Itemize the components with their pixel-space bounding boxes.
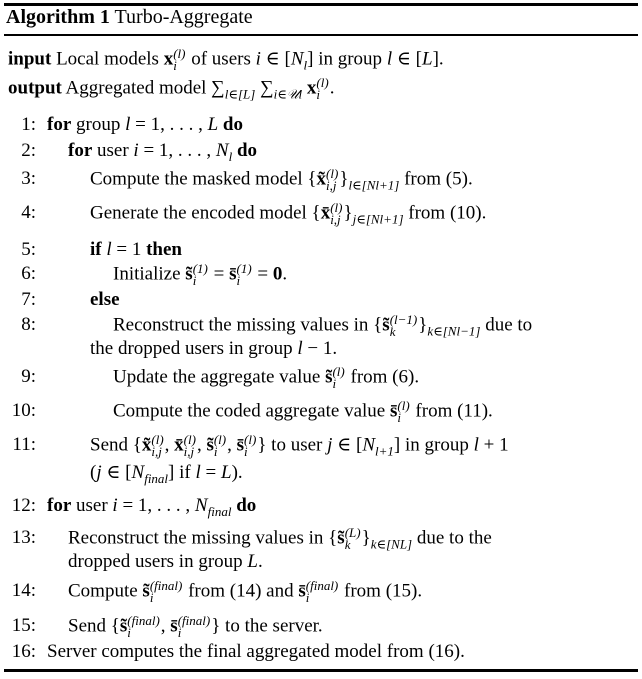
text: } to the server. [211,615,323,637]
text: due to [480,314,533,336]
superscript: (l) [173,46,186,61]
algorithm-line-7 [21,289,120,311]
subscript: i [397,410,402,425]
line-number: 6: [21,263,36,284]
keyword: else [90,289,120,310]
line-number: 12: [11,495,36,516]
algorithm-line-continuation [68,551,263,573]
algorithm-line-2 [21,140,258,168]
math-vector: s̃ [337,527,345,549]
subscript: i [192,273,197,288]
text: } [339,168,349,190]
text: ∈ [ [332,434,363,456]
algorithm-line-9 [21,364,420,391]
math-script [150,580,183,604]
math-vector: s̃ [206,434,214,456]
algorithm-line-5 [21,239,183,261]
algorithm-input [8,48,444,76]
text: } to user [257,434,328,456]
subscript: l [303,57,308,73]
math-vector: s̄ [298,580,306,602]
text: . [282,263,288,285]
line-number: 16: [11,641,36,662]
line-number: 3: [21,168,36,189]
text: = 1, . . . , [117,495,195,516]
text: Compute the masked model { [90,168,317,190]
text: } [343,202,353,224]
text: } [418,314,428,336]
algorithm-line-16 [11,641,465,663]
text: user [92,140,134,161]
math-script [332,366,344,390]
math-variable: l [195,462,201,483]
keyword: for [47,114,72,135]
math-script [390,314,418,338]
math-variable: j [96,462,102,483]
subscript: i [177,625,182,640]
subscript: k [389,324,396,339]
line-number: 5: [21,239,36,260]
text: . [329,77,335,99]
text: Reconstruct the missing values in { [113,314,383,336]
math-script [236,263,251,287]
math-script [397,400,409,424]
line-number: 7: [21,289,36,310]
subscript: i∈𝒰l [273,86,303,102]
subscript: final [207,504,232,519]
text: ] in group [307,48,387,70]
text: Reconstruct the missing values in { [68,527,338,549]
text: user [71,495,113,516]
text: , [227,434,237,456]
math-script [306,580,339,604]
math-script [193,263,208,287]
algorithm-name: Turbo-Aggregate [114,6,253,28]
math-variable: L [422,48,433,70]
superscript: (final) [177,613,211,628]
math-vector: x [302,77,317,99]
superscript: (l) [330,200,343,215]
superscript: (l) [316,75,329,90]
subscript: i [149,590,154,605]
math-variable: i [255,48,261,70]
keyword: 0 [272,263,283,285]
math-variable: N [131,462,145,483]
subscript: i [316,87,321,102]
superscript: (final) [305,578,339,593]
subscript: i [213,444,218,459]
math-script [173,48,185,72]
math-script [316,77,328,101]
subscript: i,j [183,444,195,459]
text: = [208,263,230,285]
text: due to the [412,527,492,549]
math-vector: s̃ [142,580,150,602]
subscript: i [332,376,337,391]
subscript: l∈[L] [224,86,256,102]
text: ). [231,462,243,483]
line-number: 11: [12,434,36,455]
math-vector: x̃ [141,434,152,456]
text: Compute [68,580,143,602]
text: ∈ [ [392,48,422,70]
subscript: j∈[Nl+1] [352,211,404,227]
math-variable: N [215,140,229,161]
text: Compute the coded aggregate value [113,400,390,422]
keyword: if [90,239,102,260]
keyword: for [47,495,72,516]
line-number: 13: [11,527,36,548]
text: from (6). [345,366,420,388]
text: Aggregated model ∑ [61,77,225,99]
algorithm-line-6 [21,261,288,288]
line-number: 1: [21,114,36,135]
text: = 1, . . . , [138,140,216,161]
text: ∑ [255,77,274,99]
math-script [214,434,226,458]
math-script [151,434,163,458]
superscript: (L) [344,525,361,540]
algorithm-line-1 [21,114,243,136]
text: group [71,114,126,135]
superscript: (l) [244,432,257,447]
math-vector: s̄ [170,615,178,637]
subscript: k∈[Nl−1] [427,323,481,339]
text: ∈ [ [260,48,291,70]
bottom-rule [4,669,638,672]
math-vector: x [163,48,174,70]
math-script [178,615,211,639]
math-variable: l [473,434,479,456]
math-variable: L [207,114,219,135]
text: ∈ [ [101,462,132,483]
text: Send { [90,434,142,456]
algorithm-label: Algorithm 1 [6,6,110,28]
math-variable: i [112,495,118,516]
subscript: l+1 [375,443,394,459]
keyword: then [146,239,183,260]
line-number: 15: [11,615,36,636]
algorithm-line-11 [12,432,509,462]
subscript: i,j [330,212,341,227]
math-vector: s̃ [185,263,193,285]
text: ( [90,462,97,483]
text: from (11). [410,400,493,422]
text: ] if [168,462,196,483]
subscript: l∈[Nl+1] [348,177,400,193]
algorithm-line-10 [11,398,493,425]
text: = 1 [111,239,147,260]
algorithm-line-12 [11,495,257,523]
math-script [326,168,338,192]
math-script [345,527,361,551]
subscript: i [173,58,177,73]
superscript: (l) [151,432,164,447]
superscript: (l) [213,432,227,447]
math-vector: x̄ [320,202,331,224]
text: ]. [432,48,444,70]
algorithm-line-3 [21,166,473,196]
text: Initialize [113,263,186,285]
math-vector: x̄ [174,434,184,456]
subscript: i [305,590,310,605]
text: Local models [51,48,164,70]
superscript: (l) [183,432,196,447]
text: Server computes the final aggregated model from (16). [47,641,465,662]
algorithm-line-continuation [90,338,337,360]
algorithm-line-4 [21,200,487,230]
text: . [258,551,263,572]
keyword: do [231,495,257,516]
text: dropped users in group [68,551,248,572]
keyword: do [232,140,258,161]
line-number: 14: [11,580,36,601]
superscript: (1) [236,261,252,276]
subscript: final [144,471,169,486]
keyword: do [218,114,243,135]
superscript: (final) [127,613,160,628]
text: from (15). [339,580,423,602]
text: , [160,615,171,637]
line-number: 8: [21,314,36,335]
subscript: i [127,625,131,640]
math-script [330,202,342,226]
math-script [184,434,196,458]
math-script [244,434,256,458]
text: , [196,434,207,456]
math-vector: s̄ [389,400,398,422]
text: − 1. [302,338,338,359]
subscript: k [344,537,351,552]
subscript: i [244,444,248,459]
math-variable: l [297,338,303,359]
algorithm-output [8,77,334,105]
text: from (10). [403,202,487,224]
math-variable: j [327,434,333,456]
math-variable: N [362,434,375,456]
superscript: (1) [192,261,208,276]
text: Send { [68,615,120,637]
superscript: (l) [326,166,339,181]
text: = [200,462,221,483]
math-variable: L [247,551,258,572]
keyword: input [8,48,52,70]
text: = [252,263,273,285]
line-number: 2: [21,140,36,161]
keyword: for [68,140,93,161]
subscript: i [236,273,241,288]
math-vector: s̃ [382,314,390,336]
text: Generate the encoded model { [90,202,321,224]
math-vector: s̄ [229,263,237,285]
algorithm-line-14 [11,578,423,605]
text: of users [186,48,256,70]
superscript: (final) [149,578,183,593]
math-vector: s̃ [325,366,333,388]
math-variable: l [386,48,393,70]
text: + 1 [478,434,509,456]
superscript: (l) [397,398,410,413]
math-vector: x̃ [316,168,327,190]
math-script [127,615,160,639]
line-number: 10: [11,400,36,421]
math-variable: l [101,239,112,260]
line-number: 9: [21,366,36,387]
math-variable: i [133,140,139,161]
math-variable: l [125,114,131,135]
math-vector: s̄ [236,434,245,456]
text: , [164,434,175,456]
text: ] in group [393,434,474,456]
subscript: l [228,149,233,164]
algorithm-line-15 [11,613,323,640]
superscript: (l) [332,364,345,379]
algorithm-line-continuation [90,462,243,490]
text: the dropped users in group [90,338,298,359]
keyword: output [8,77,62,99]
math-vector: s̃ [119,615,128,637]
line-number: 4: [21,202,36,223]
header-rule [4,34,638,36]
math-variable: N [194,495,208,516]
subscript: k∈[NL] [370,536,413,552]
superscript: (l−1) [389,312,418,327]
subscript: i,j [326,178,337,193]
text: from (5). [399,168,473,190]
algorithm-title [6,6,253,29]
text: from (14) and [183,580,299,602]
text: Update the aggregate value [113,366,326,388]
text: } [361,527,371,549]
text: = 1, . . . , [130,114,208,135]
subscript: i,j [151,444,162,459]
math-variable: N [290,48,304,70]
math-variable: L [220,462,232,483]
